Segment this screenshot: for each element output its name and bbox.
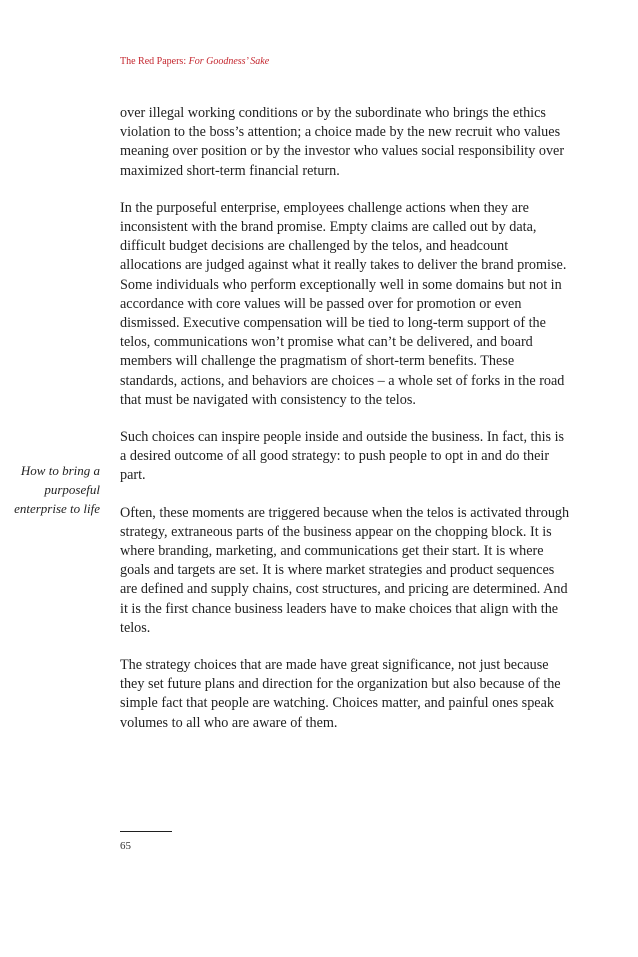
body-text bbox=[120, 104, 572, 751]
paragraph: Such choices can inspire people inside and outside the business. In fact, this is a desired outcome of all good strategy: to push people to opt in and do their part. bbox=[120, 429, 565, 484]
paragraph: In the purposeful enterprise, employees challenge actions when they are inconsistent with the brand promise. Empty claims are called out by data, difficult budget decisions are challenged by the telos, and headcount allocations are judged against what it really takes to deliver the brand promise. Some individuals who perform exceptionally well in some domains but not in accordance with core values will be passed over for promotion or even dismissed. Executive compensation will be tied to long-term support of the telos, communications won’t promise what can’t be delivered, and board members will challenge the pragmatism of short-term benefits. These standards, actions, and behaviors are choices – a whole set of forks in the road that must be navigated with consistency to the telos. bbox=[120, 199, 567, 408]
paragraph: The strategy choices that are made have great significance, not just because they set future plans and direction for the organization but also because of the simple fact that people are watching. Choices matter, and painful ones speak volumes to all who are aware of them. bbox=[120, 657, 561, 731]
paragraph: Often, these moments are triggered because when the telos is activated through strategy, extraneous parts of the business appear on the chopping block. It is where branding, marketing, and communications get their start. It is where goals and targets are set. It is where market strategies and product sequences are defined and supply chains, cost structures, and pricing are determined. And it is the first chance business leaders have to make choices that align with the telos. bbox=[120, 504, 570, 636]
running-header bbox=[120, 56, 269, 67]
margin-note: How to bring a purposeful enterprise to life bbox=[14, 463, 100, 516]
book-title: For Goodness’ Sake bbox=[188, 56, 270, 67]
series-title: The Red Papers: bbox=[120, 56, 189, 67]
paragraph: over illegal working conditions or by the subordinate who brings the ethics violation to the boss’s attention; a choice made by the new recruit who values meaning over position or by the investor who values social responsibility over maximized short-term financial return. bbox=[120, 105, 565, 179]
page-number: 65 bbox=[120, 840, 131, 852]
footer-rule bbox=[120, 831, 172, 832]
